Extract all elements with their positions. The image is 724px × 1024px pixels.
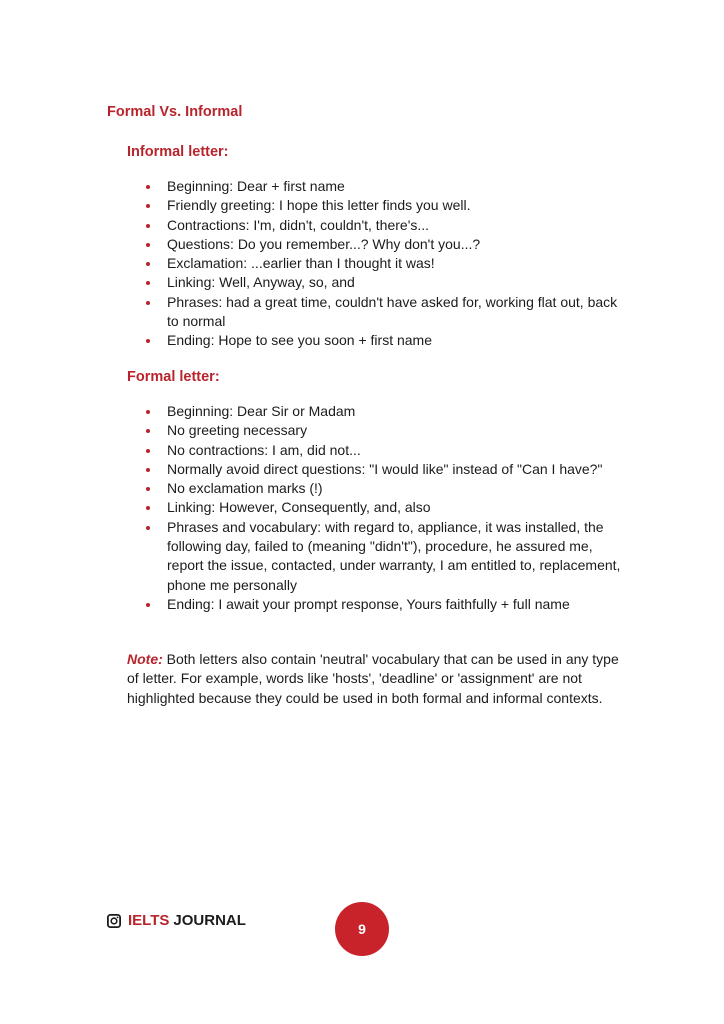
list-item: Linking: However, Consequently, and, also xyxy=(127,498,627,517)
ielts-journal-logo xyxy=(107,912,246,929)
list-item: Ending: I await your prompt response, Yours faithfully + full name xyxy=(127,595,627,614)
note-text: Both letters also contain 'neutral' vocabulary that can be used in any type of letter. For example, words like 'hosts', 'deadline' or 'assignment' are not highlighted because they could be used in both formal and informal contexts. xyxy=(127,651,619,706)
page-number-badge: 9 xyxy=(335,902,389,956)
bullet-dot-icon xyxy=(146,603,150,607)
list-item: Ending: Hope to see you soon + first name xyxy=(127,331,627,350)
bullet-dot-icon xyxy=(146,281,150,285)
instagram-icon xyxy=(107,914,121,928)
logo-ielts-text: IELTS xyxy=(128,912,170,929)
informal-letter-list xyxy=(127,177,627,351)
list-item: No greeting necessary xyxy=(127,421,627,440)
bullet-dot-icon xyxy=(146,429,150,433)
note-paragraph xyxy=(127,650,627,708)
informal-letter-heading: Informal letter: xyxy=(127,144,229,160)
bullet-dot-icon xyxy=(146,243,150,247)
list-item: No contractions: I am, did not... xyxy=(127,441,627,460)
bullet-dot-icon xyxy=(146,301,150,305)
bullet-dot-icon xyxy=(146,185,150,189)
formal-letter-heading: Formal letter: xyxy=(127,369,220,385)
list-item: Normally avoid direct questions: "I would like" instead of "Can I have?" xyxy=(127,460,627,479)
logo-journal-text: JOURNAL xyxy=(173,912,246,929)
list-item: No exclamation marks (!) xyxy=(127,479,627,498)
list-item: Phrases: had a great time, couldn't have asked for, working flat out, back to normal xyxy=(127,293,627,332)
bullet-dot-icon xyxy=(146,262,150,266)
bullet-dot-icon xyxy=(146,468,150,472)
bullet-dot-icon xyxy=(146,526,150,530)
list-item: Contractions: I'm, didn't, couldn't, there's... xyxy=(127,216,627,235)
bullet-dot-icon xyxy=(146,339,150,343)
note-label: Note: xyxy=(127,651,163,667)
list-item: Phrases and vocabulary: with regard to, appliance, it was installed, the following day, failed to (meaning "didn't"), procedure, he assured me, report the issue, contacted, under warranty, I am entitled to, replacement, phone me personally xyxy=(127,518,627,595)
list-item: Questions: Do you remember...? Why don't you...? xyxy=(127,235,627,254)
formal-letter-section xyxy=(127,369,627,614)
list-item: Linking: Well, Anyway, so, and xyxy=(127,273,627,292)
informal-letter-section xyxy=(127,144,627,351)
list-item: Beginning: Dear + first name xyxy=(127,177,627,196)
bullet-dot-icon xyxy=(146,410,150,414)
list-item: Exclamation: ...earlier than I thought it was! xyxy=(127,254,627,273)
list-item: Friendly greeting: I hope this letter finds you well. xyxy=(127,196,627,215)
formal-letter-list xyxy=(127,402,627,614)
list-item: Beginning: Dear Sir or Madam xyxy=(127,402,627,421)
bullet-dot-icon xyxy=(146,204,150,208)
bullet-dot-icon xyxy=(146,487,150,491)
page-title: Formal Vs. Informal xyxy=(107,104,243,120)
bullet-dot-icon xyxy=(146,224,150,228)
bullet-dot-icon xyxy=(146,506,150,510)
bullet-dot-icon xyxy=(146,449,150,453)
